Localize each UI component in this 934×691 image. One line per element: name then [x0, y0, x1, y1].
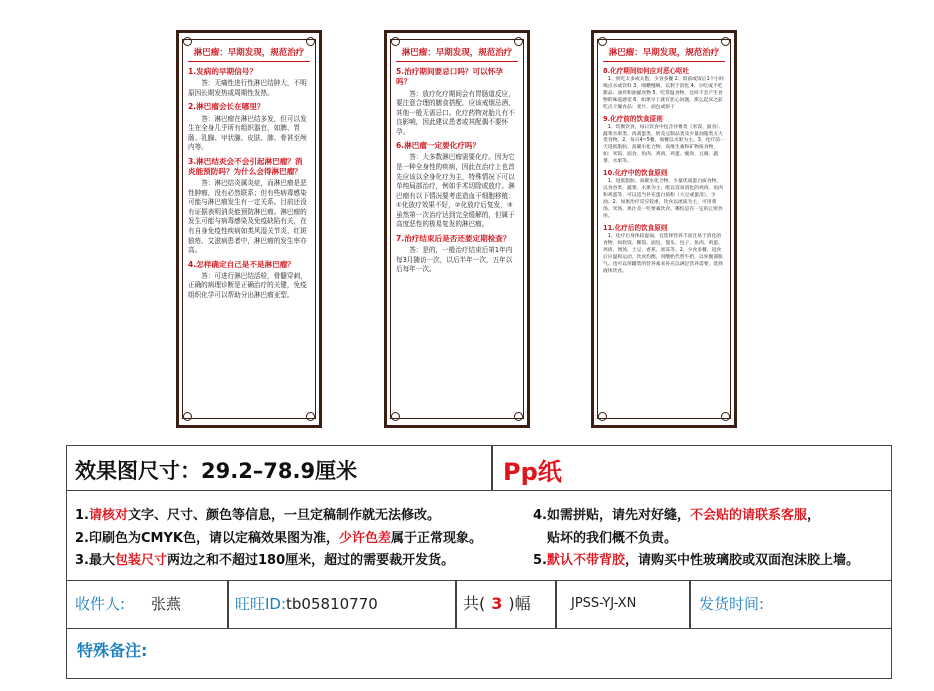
- answer: 答：大多数淋巴瘤需要化疗。因为它是一种全身性的疾病，因此在治疗上也首先应该以全身化疗为主，特殊情况下可以单纯局部治疗，例如手术切除或放疗。淋巴瘤有以下情况要考虑造血干细胞移植：①化放疗效果不好，②化放疗后复发，③虽然第一次治疗达到完全缓解的，但属于高度恶性的极易复发的淋巴瘤。: [396, 153, 515, 229]
- answer: 答：淋巴结炎属炎症，而淋巴瘤是恶性肿瘤，没有必然联系；但有些病毒感染可能与淋巴瘤发生有一定关系。目前还没有证据表明消炎能预防淋巴瘤。淋巴瘤的发生可能与病毒感染及免疫缺陷有关，在有自身免疫性疾病如类风湿关节炎、红斑狼疮、艾滋病患者中，淋巴瘤的发生率亦高。: [188, 179, 307, 255]
- note-1: [75, 504, 440, 523]
- note-text: 1.: [75, 508, 89, 523]
- question: 2.淋巴瘤会长在哪里？: [188, 102, 265, 112]
- material-label: Pp纸: [503, 458, 562, 486]
- wangwang-id: tb05810770: [286, 595, 378, 613]
- note-4b: 贴坏的我们概不负责。: [547, 531, 678, 546]
- count-value: 3: [491, 594, 503, 613]
- answer: 答：无痛性进行性淋巴结肿大，不明原因长期发热或周期性发热。: [188, 79, 307, 97]
- recipient-name: 张燕: [151, 595, 182, 613]
- wangwang-label: 旺旺ID:: [235, 595, 287, 613]
- poster-2: [384, 30, 530, 428]
- question: 6.淋巴瘤一定要化疗吗？: [396, 141, 481, 151]
- note-highlight: 请核对: [88, 508, 128, 523]
- note-3: [75, 549, 454, 568]
- size-row: [67, 446, 891, 491]
- count-post: )幅: [508, 594, 531, 613]
- answer: 1、均衡饮食，每日饮食中包含谷薯类（米饭、面食）、蔬菜水果类、肉禽蛋类、奶及豆制品类及少量油脂类五大类食物。2、每日4~5餐，加餐以水果为主。3、化疗前一天进低脂肪、高碳水化合物、高维生素和矿物质食物，如：米饭、面食、鱼肉、鸡肉、鸡蛋、瘦肉、豆腐、蔬菜、水果等。: [603, 124, 725, 165]
- divider: [689, 580, 691, 628]
- answer: 1、进低脂肪、高碳水化合物、少量优质蛋白质食物，以食谷类、蔬菜、水果为主，配以容易消化的鸡肉、鱼肉和鸡蛋等，可以适当补充蛋白质粉（大豆或蛋清），少油。2、如果治疗反应较重，饮食以流质为主，可用菜汤、米汤、果汁及一些要素饮食，哪怕是有一定的止呕作用。: [603, 179, 723, 219]
- note-highlight: 默认不带背胶: [546, 553, 625, 568]
- note-text: 2.印刷色为CMYK色，请以定稿效果图为准，: [75, 531, 339, 546]
- question: 8.化疗期间如何应对恶心呕吐: [603, 67, 690, 75]
- recipient-label: 收件人:: [75, 595, 126, 613]
- divider: [555, 580, 557, 628]
- poster-title: 淋巴瘤：早期发现，规范治疗: [188, 46, 310, 62]
- note-text: ，: [807, 508, 821, 523]
- note-4: [533, 504, 820, 523]
- answer: 答：可进行淋巴结活检，骨髓穿刺，正确的病理诊断是正确治疗的关键，免疫组织化学可以帮助分出淋巴瘤亚型。: [188, 271, 307, 299]
- note-text: 4.如需拼贴，请先对好缝，: [533, 508, 690, 523]
- answer: 1、化疗后身体较虚弱，宜选择营养丰富且易于消化的食物，如软饭、稀饭、面包、馒头、包子、鱼肉、鸡蛋、鸡肉、煲汤、土豆、香蕉、果冻等。2、少食多餐，进食后应温和运动，饮食均衡，用酸奶代替牛奶，以免腹部胀气。也可以用罐装的营养素来补充以满足营养需要，选择液体饮食。: [603, 233, 723, 274]
- note-5: [533, 549, 859, 568]
- info-row: [67, 580, 891, 629]
- question: 3.淋巴结炎会不会引起淋巴瘤？消炎能预防吗？为什么会得淋巴瘤？: [188, 156, 303, 177]
- note-text: 5.: [533, 553, 547, 568]
- count-pre: 共(: [463, 594, 486, 613]
- question: 1.发病的早期信号？: [188, 67, 257, 76]
- question: 4.怎样确定自己是不是淋巴瘤？: [188, 259, 295, 269]
- poster-3: [591, 30, 737, 428]
- note-2: [75, 527, 482, 546]
- count-field: [463, 580, 531, 628]
- note-highlight: 不会贴的请联系客服: [689, 508, 807, 523]
- question: 11.化疗后的饮食原则: [603, 223, 668, 232]
- answer: 1、别吃太多或太饱，少食多餐 2、饭前或饭后1个小时喝点水或饮料 3、细嚼慢咽，以利于消化 4、少吃或不吃甜品、油炸和油腻食物 5、吃常温食物，这样不会产生食物的味道感觉 6、如果早上就有恶心问题，那么起床之前吃点干燥食品：麦片、面包或饼干: [603, 76, 725, 110]
- divider: [491, 446, 493, 490]
- answer: 答：放疗化疗期间会有胃肠道反应，要注意合理的膳食搭配，应该戒烟忌酒，其他一般无需忌口。化疗药物对胎儿有不良影响，因此建议患者或其配偶不要怀孕。: [396, 89, 515, 136]
- question: 7.治疗结束后是否还要定期检查？: [396, 233, 511, 243]
- poster-1: [176, 30, 322, 428]
- wangwang-field: [235, 580, 378, 628]
- size-label: 效果图尺寸：29.2–78.9厘米: [75, 459, 358, 483]
- divider: [227, 580, 229, 628]
- note-text: 3.最大: [75, 553, 115, 568]
- answer: 答：是的，一般治疗结束后第1年内每3月随访一次，以后半年一次，五年以后每年一次。: [396, 246, 513, 274]
- ship-time-label: 发货时间:: [699, 595, 765, 613]
- note-highlight: 包装尺寸: [114, 553, 167, 568]
- note-text: 文字、尺寸、颜色等信息，一旦定稿制作就无法修改。: [128, 508, 441, 523]
- notes-block: [67, 490, 891, 581]
- product-code: JPSS-YJ-XN: [571, 596, 637, 611]
- poster-title: 淋巴瘤：早期发现，规范治疗: [603, 46, 725, 62]
- note-text: 属于正常现象。: [390, 531, 482, 546]
- remark-label: 特殊备注:: [77, 641, 148, 660]
- question: 9.化疗前的饮食原则: [603, 114, 663, 123]
- question: 10.化疗中的饮食原则: [603, 169, 668, 178]
- poster-title: 淋巴瘤：早期发现，规范治疗: [396, 46, 518, 62]
- note-text: 两边之和不超过180厘米，超过的需要裁开发货。: [167, 553, 455, 568]
- note-highlight: 少许色差: [338, 531, 391, 546]
- answer: 答：淋巴瘤在淋巴结多发，但可以发生在全身几乎所有组织器官，如脾、胃肠、乳腺、甲状腺、皮肤、肺、骨甚至颅内等。: [188, 114, 307, 152]
- note-text: ，请购买中性玻璃胶或双面泡沫胶上墙。: [625, 553, 860, 568]
- order-form: [66, 445, 892, 679]
- question: 5.治疗期间要忌口吗？可以怀孕吗？: [396, 67, 503, 87]
- divider: [455, 580, 457, 628]
